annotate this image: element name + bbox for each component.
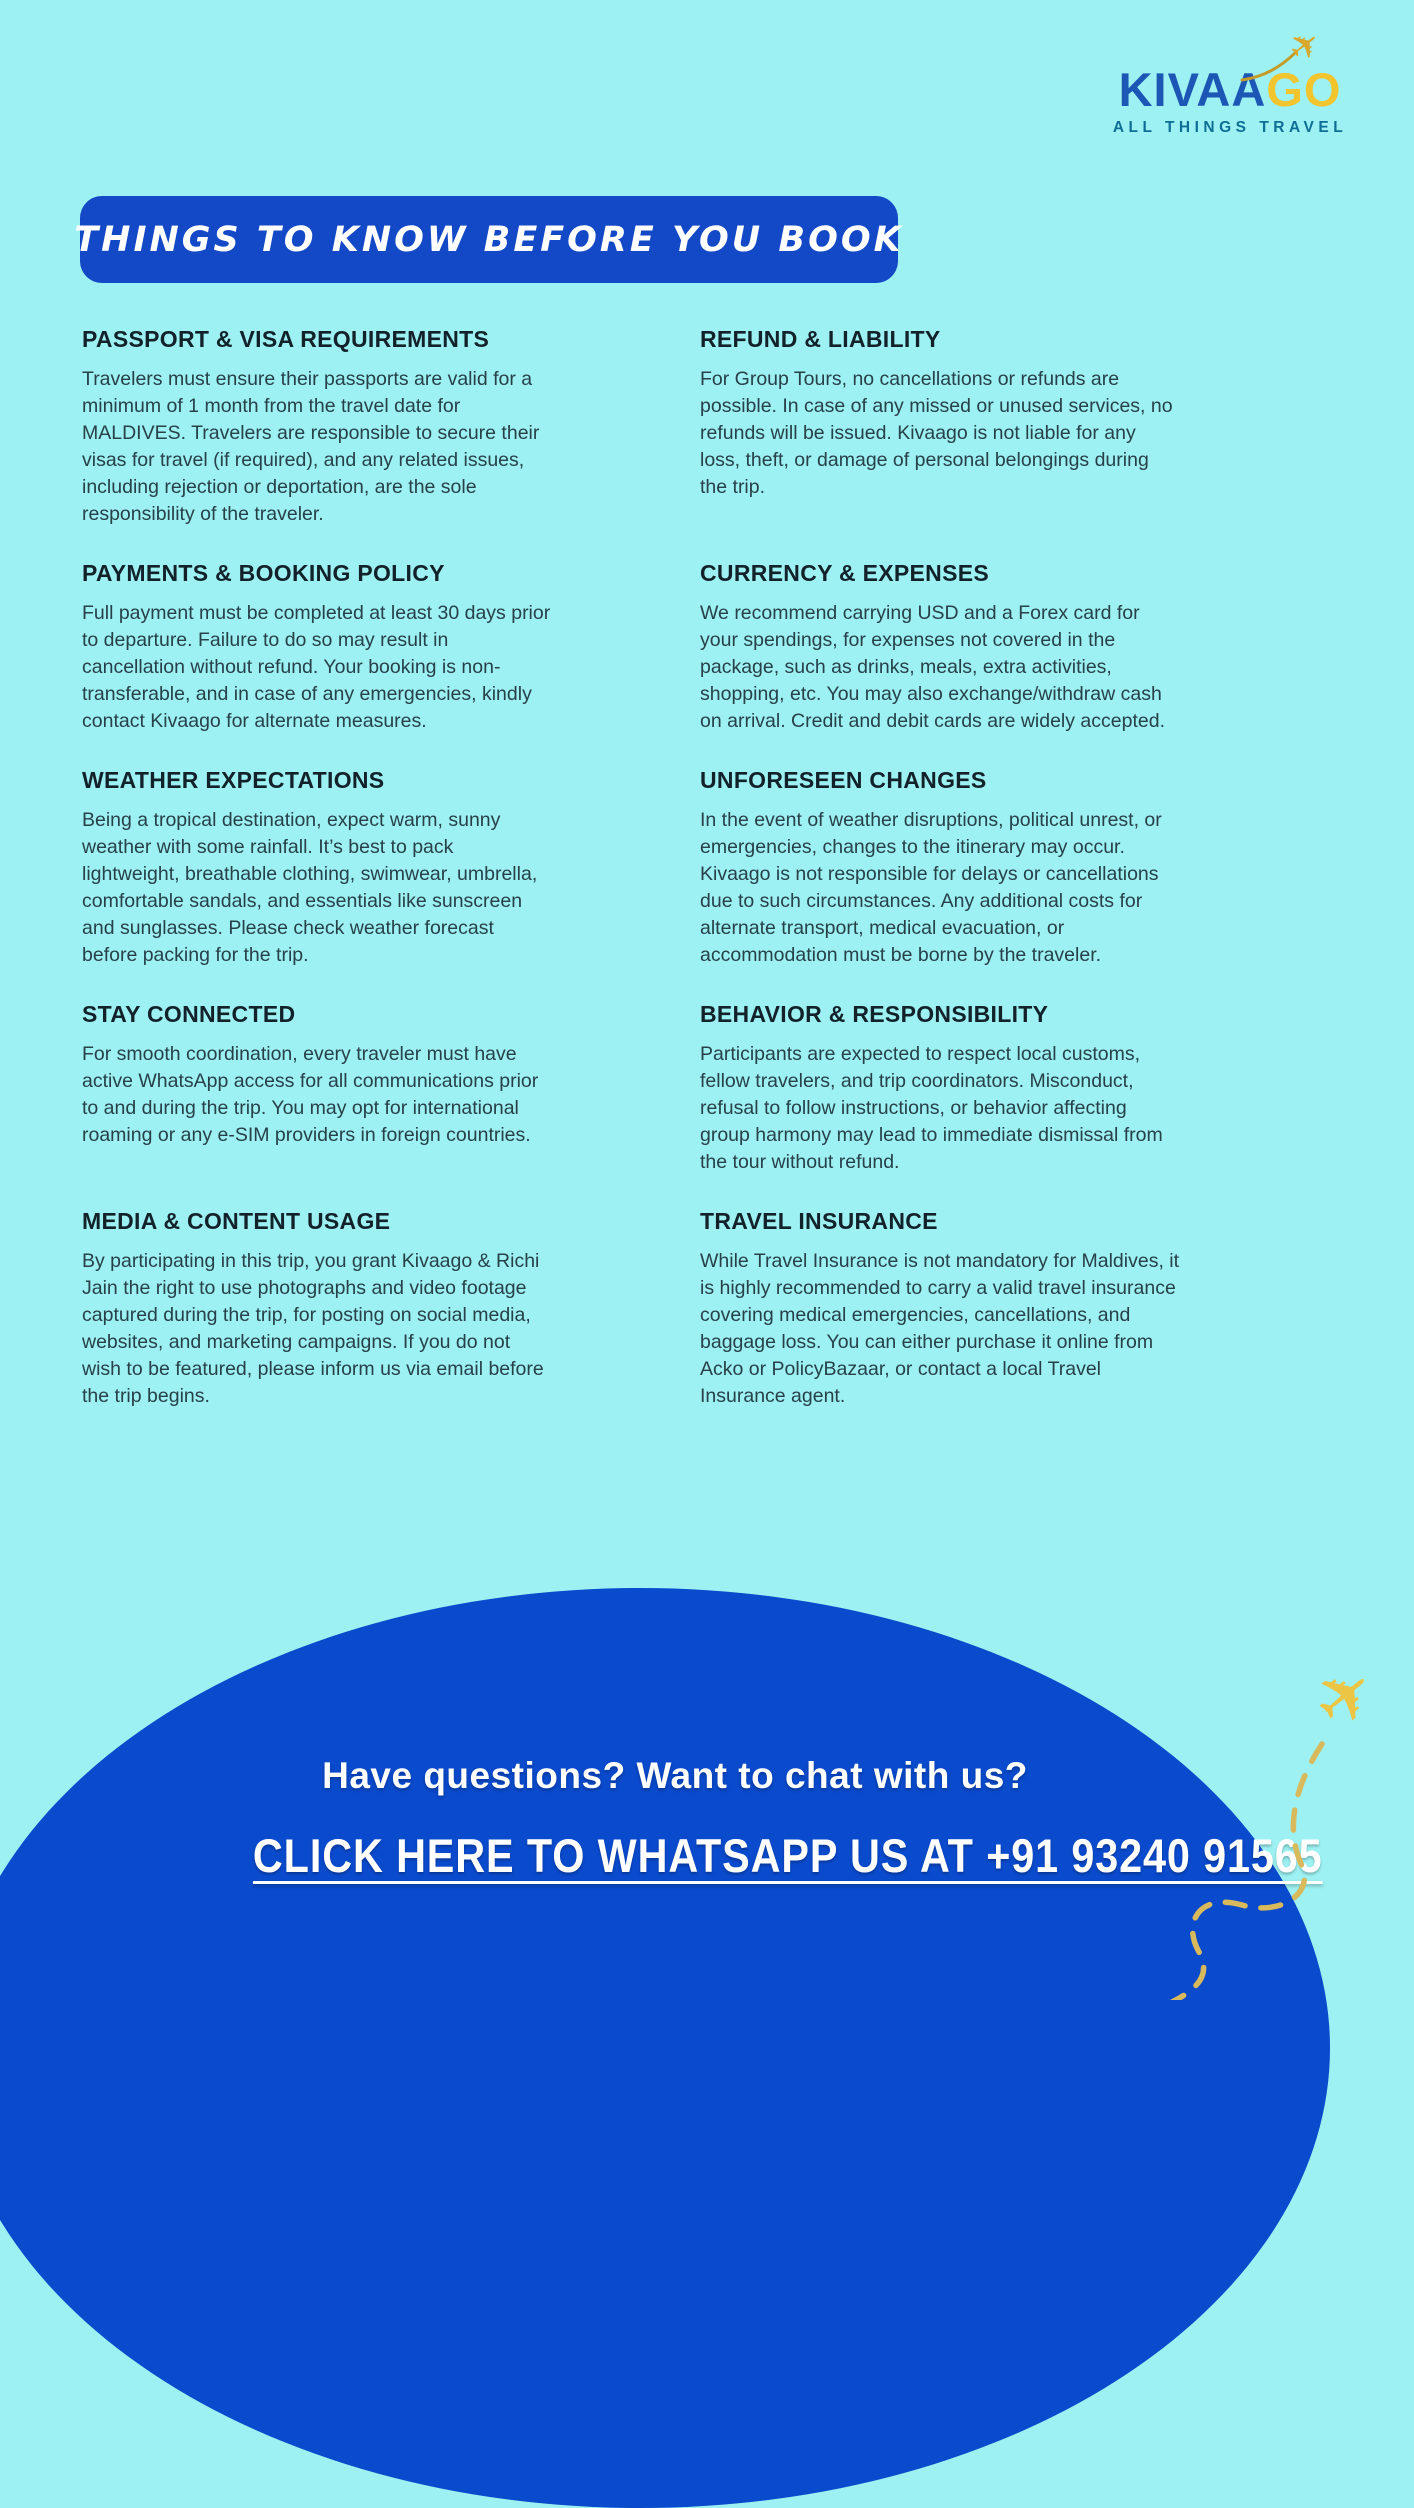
title-banner — [74, 196, 904, 283]
section-passport-visa — [82, 326, 552, 528]
logo-plane-decoration — [1238, 20, 1358, 84]
section-heading: BEHAVIOR & RESPONSIBILITY — [700, 1001, 1049, 1027]
section-body: For smooth coordination, every traveler must have active WhatsApp access for all communications prior to and during the trip. You may opt for international roaming or any e-SIM providers in foreign countries. — [82, 1043, 539, 1146]
section-behavior-responsibility — [700, 1001, 1180, 1176]
section-heading: MEDIA & CONTENT USAGE — [82, 1208, 391, 1234]
footer-circle — [0, 1588, 1330, 2508]
section-body: We recommend carrying USD and a Forex card for your spendings, for expenses not covered in the package, such as drinks, meals, extra activities, shopping, etc. You may also exchange/withdraw cash on arrival. Credit and debit cards are widely accepted. — [700, 602, 1165, 732]
section-stay-connected — [82, 1001, 552, 1176]
section-heading: WEATHER EXPECTATIONS — [82, 767, 385, 793]
section-travel-insurance — [700, 1208, 1180, 1410]
section-heading: PAYMENTS & BOOKING POLICY — [82, 560, 445, 586]
footer-plane-icon: ✈ — [1297, 1648, 1393, 1746]
page-title: THINGS TO KNOW BEFORE YOU BOOK — [74, 219, 904, 260]
section-heading: TRAVEL INSURANCE — [700, 1208, 938, 1234]
footer-question: Have questions? Want to chat with us? — [322, 1755, 1028, 1796]
brand-logo — [1080, 20, 1380, 137]
section-body: Participants are expected to respect local customs, fellow travelers, and trip coordinators. Misconduct, refusal to follow instructions, or behavior affecting group harmony may lead to immediate dismissal from the tour without refund. — [700, 1043, 1163, 1173]
footer-contact-block — [180, 1755, 1323, 1883]
section-heading: CURRENCY & EXPENSES — [700, 560, 990, 586]
section-body: While Travel Insurance is not mandatory for Maldives, it is highly recommended to carry a valid travel insurance covering medical emergencies, cancellations, and baggage loss. You can either purchase it online from Acko or PolicyBazaar, or contact a local Travel Insurance agent. — [700, 1250, 1180, 1407]
brand-name-primary: KIVAA — [1118, 63, 1267, 116]
section-media-content-usage — [82, 1208, 552, 1410]
brand-name-secondary: GO — [1266, 63, 1342, 116]
section-body: Being a tropical destination, expect warm, sunny weather with some rainfall. It’s best to pack lightweight, breathable clothing, swimwear, umbrella, comfortable sandals, and essentials like sunscreen and sunglasses. Please check weather forecast before packing for the trip. — [82, 809, 538, 966]
section-heading: UNFORESEEN CHANGES — [700, 767, 987, 793]
section-heading: STAY CONNECTED — [82, 1001, 296, 1027]
section-currency-expenses — [700, 560, 1180, 735]
section-payments-booking — [82, 560, 552, 735]
section-heading: REFUND & LIABILITY — [700, 326, 941, 352]
section-body: By participating in this trip, you grant Kivaago & Richi Jain the right to use photographs and video footage captured during the trip, for posting on social media, websites, and marketing campaigns. If you do not wish to be featured, please inform us via email before the trip begins. — [82, 1250, 544, 1407]
section-body: For Group Tours, no cancellations or refunds are possible. In case of any missed or unused services, no refunds will be issued. Kivaago is not liable for any loss, theft, or damage of personal belongings during the trip. — [700, 368, 1173, 498]
section-body: In the event of weather disruptions, political unrest, or emergencies, changes to the itinerary may occur. Kivaago is not responsible for delays or cancellations due to such circumstances. Any additional costs for alternate transport, medical evacuation, or accommodation must be borne by the traveler. — [700, 809, 1162, 966]
section-unforeseen-changes — [700, 767, 1180, 969]
section-weather-expectations — [82, 767, 552, 969]
brand-tagline: ALL THINGS TRAVEL — [1112, 119, 1348, 136]
section-body: Full payment must be completed at least 30 days prior to departure. Failure to do so may result in cancellation without refund. Your booking is non-transferable, and in case of any emergencies, kindly contact Kivaago for alternate measures. — [82, 602, 551, 732]
info-sections — [82, 326, 1180, 1410]
whatsapp-cta-link[interactable]: CLICK HERE TO WHATSAPP US AT +91 93240 91565 — [252, 1829, 1323, 1882]
logo-plane-icon: ✈ — [1280, 20, 1330, 72]
section-heading: PASSPORT & VISA REQUIREMENTS — [82, 326, 490, 352]
section-body: Travelers must ensure their passports are valid for a minimum of 1 month from the travel date for MALDIVES. Travelers are responsible to secure their visas for travel (if required), and any related issues, including rejection or deportation, are the sole responsibility of the traveler. — [82, 368, 540, 525]
section-refund-liability — [700, 326, 1180, 528]
